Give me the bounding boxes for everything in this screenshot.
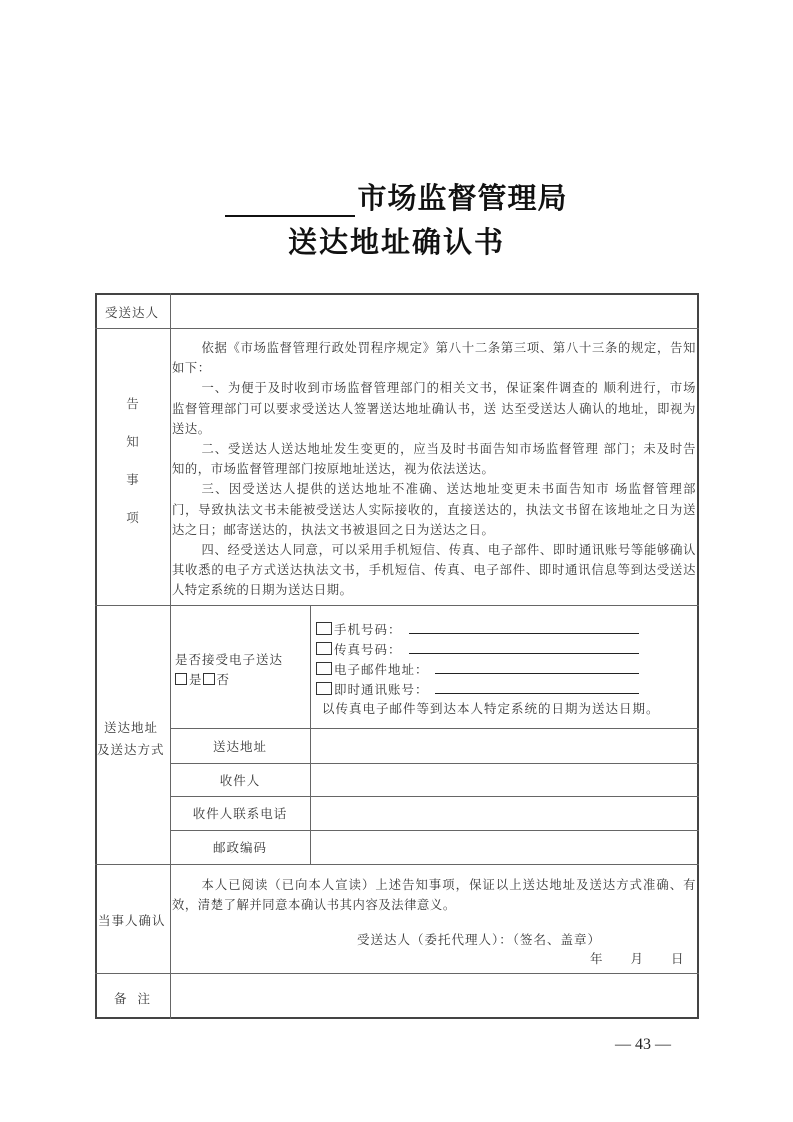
field-value-postcode[interactable] bbox=[314, 838, 694, 858]
column-divider bbox=[170, 293, 171, 1019]
mobile-checkbox[interactable] bbox=[316, 622, 332, 635]
address-section-label-1: 送达地址 bbox=[104, 720, 159, 735]
field-label-address: 送达地址 bbox=[212, 739, 267, 754]
electronic-note: 以传真电子邮件等到达本人特定系统的日期为送达日期。 bbox=[322, 701, 660, 716]
row-divider bbox=[95, 864, 699, 865]
field-value-phone[interactable] bbox=[314, 804, 694, 824]
mobile-input-line[interactable] bbox=[409, 633, 639, 634]
field-label-receiver: 收件人 bbox=[219, 773, 261, 788]
row-divider bbox=[170, 796, 699, 797]
agency-suffix: 市场监督管理局 bbox=[357, 181, 568, 215]
electronic-question: 是否接受电子送达 bbox=[175, 652, 284, 667]
yes-checkbox[interactable] bbox=[175, 673, 187, 685]
field-value-receiver[interactable] bbox=[314, 771, 694, 791]
field-value-address[interactable] bbox=[314, 737, 694, 757]
page-number: — 43 — bbox=[615, 1036, 671, 1053]
notice-paragraph: 四、经受送达人同意，可以采用手机短信、传真、电子部件、即时通讯账号等能够确认其收悉的电子方式送达执法文书，手机短信、传真、电子部件、即时通讯信息等到达受送达人特定系统的日期为送达日期。 bbox=[172, 543, 696, 598]
signature-line[interactable]: 受送达人（委托代理人）：（签名、盖章） bbox=[357, 932, 602, 947]
confirm-text: 本人已阅读（已向本人宣读）上述告知事项，保证以上送达地址及送达方式准确、有效，清楚了解并同意本确认书其内容及法律意义。 bbox=[172, 878, 696, 913]
row-divider bbox=[170, 830, 699, 831]
column-divider bbox=[310, 605, 311, 864]
field-label-phone: 收件人联系电话 bbox=[192, 806, 288, 821]
document-title-line1 bbox=[0, 176, 793, 217]
notice-paragraph: 三、因受送达人提供的送达地址不准确、送达地址变更未书面告知市 场监督管理部门，导致执法文书未能被受送达人实际接收的，直接送达的，执法文书留在该地址之日为送达之日；邮寄送达的，执法文书被退回之日为送达之日。 bbox=[172, 482, 696, 537]
electronic-yes-no: 是 否 bbox=[175, 670, 230, 688]
notice-paragraph: 一、为便于及时收到市场监督管理部门的相关文书，保证案件调查的 顺利进行，市场监督管理部门可以要求受送达人签署送达地址确认书，送 达至受送达人确认的地址，即视为送达。 bbox=[172, 381, 696, 436]
confirm-label: 当事人确认 bbox=[98, 913, 166, 928]
recipient-field[interactable] bbox=[176, 303, 694, 323]
row-divider bbox=[95, 328, 699, 329]
field-label-postcode: 邮政编码 bbox=[212, 840, 267, 855]
no-checkbox[interactable] bbox=[203, 673, 215, 685]
row-divider bbox=[170, 728, 699, 729]
option-email: 电子邮件地址： bbox=[316, 660, 429, 678]
option-fax: 传真号码： bbox=[316, 640, 402, 658]
notice-paragraph: 依据《市场监督管理行政处罚程序规定》第八十二条第三项、第八十三条的规定，告知如下： bbox=[172, 341, 696, 376]
document-title-line2: 送达地址确认书 bbox=[287, 225, 505, 259]
option-im: 即时通讯账号： bbox=[316, 680, 429, 698]
email-input-line[interactable] bbox=[435, 673, 639, 674]
notice-paragraph: 二、受送达人送达地址发生变更的，应当及时书面告知市场监督管理 部门；未及时告知的，市场监督管理部门按原地址送达，视为依法送达。 bbox=[172, 442, 696, 477]
date-line[interactable]: 年 月 日 bbox=[590, 951, 685, 966]
email-checkbox[interactable] bbox=[316, 662, 332, 675]
option-mobile: 手机号码： bbox=[316, 620, 402, 638]
agency-name-blank[interactable] bbox=[225, 187, 355, 217]
remarks-label: 备 注 bbox=[114, 991, 151, 1006]
row-divider bbox=[170, 763, 699, 764]
im-checkbox[interactable] bbox=[316, 682, 332, 695]
notice-text bbox=[172, 338, 696, 601]
recipient-label: 受送达人 bbox=[105, 305, 160, 320]
fax-input-line[interactable] bbox=[409, 653, 639, 654]
remarks-field[interactable] bbox=[176, 985, 694, 1013]
address-section-label-2: 及送达方式 bbox=[97, 742, 165, 757]
row-divider bbox=[95, 973, 699, 974]
fax-checkbox[interactable] bbox=[316, 642, 332, 655]
row-divider bbox=[95, 605, 699, 606]
notice-label: 告 知 事 项 bbox=[126, 396, 139, 525]
im-input-line[interactable] bbox=[435, 693, 639, 694]
